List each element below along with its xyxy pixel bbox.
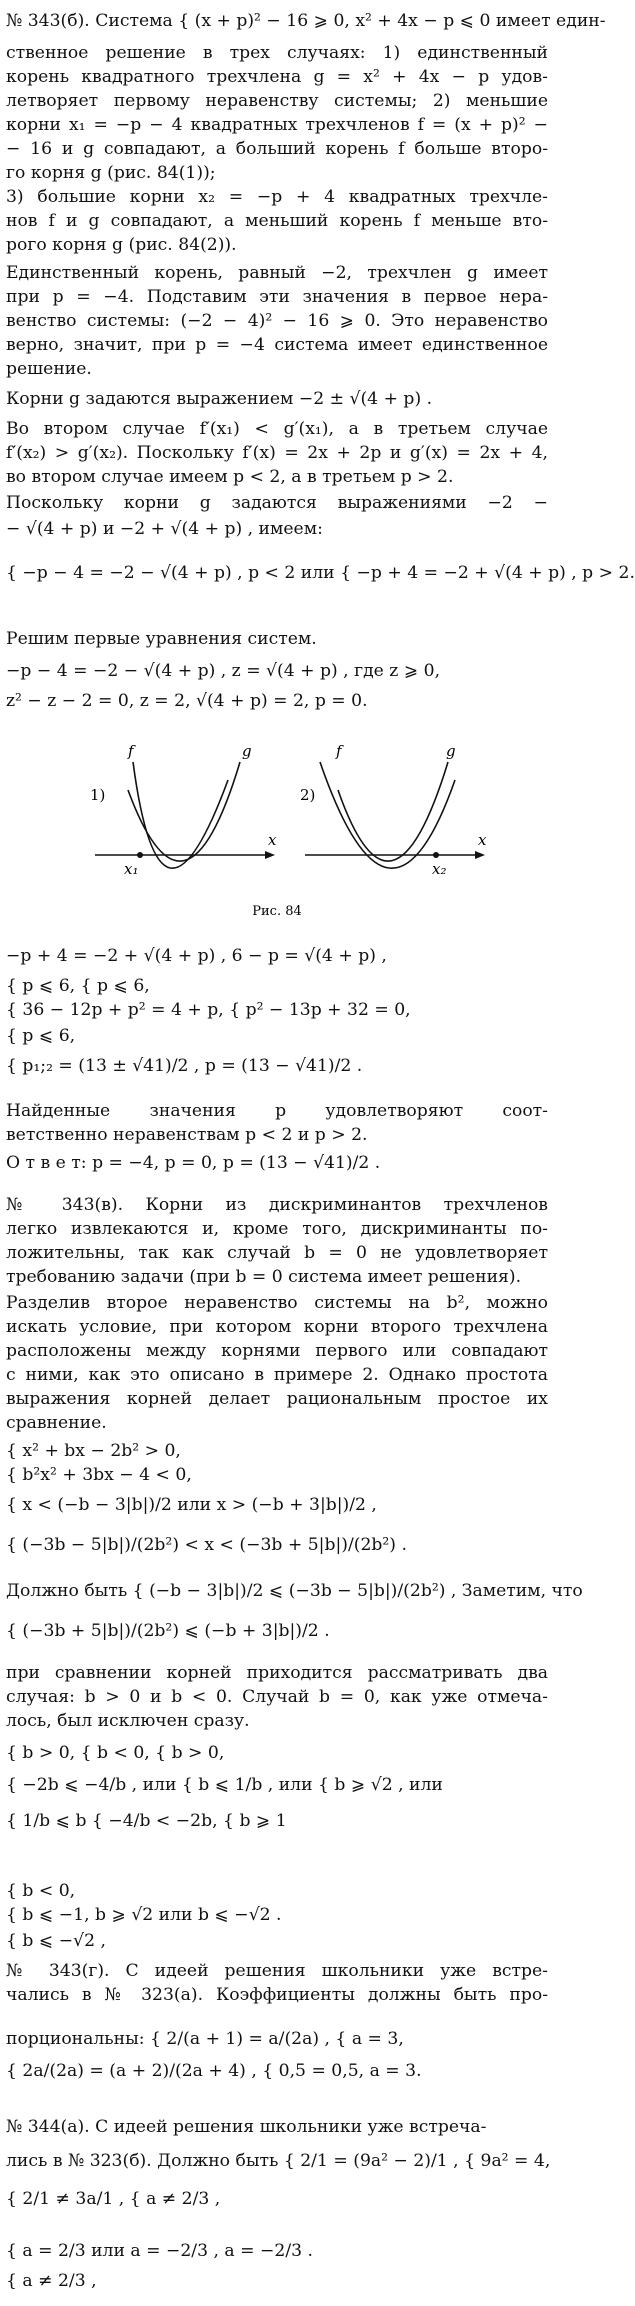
root-label-1: x₁: [124, 860, 139, 878]
text-line: Разделив второе неравенство системы на b², можно: [6, 1293, 548, 1313]
text-line: выражения корней делает рациональным простое их: [6, 1389, 548, 1409]
text-line: { 36 − 12p + p² = 4 + p, { p² − 13p + 32 = 0,: [6, 1000, 411, 1020]
text-line: № 344(а). С идеей решения школьники уже встреча-: [6, 2117, 487, 2137]
text-line: лись в № 323(б). Должно быть { 2/1 = (9a² − 2)/1 , { 9a² = 4,: [6, 2151, 551, 2171]
text-line: нов f и g совпадают, а меньший корень f меньше вто-: [6, 211, 548, 231]
text-line: { b < 0,: [6, 1881, 76, 1901]
text-line: О т в е т: p = −4, p = 0, p = (13 − √41)/2 .: [6, 1153, 381, 1173]
text-line: летворяет первому неравенству системы; 2) меньшие: [6, 91, 548, 111]
figure-caption: Рис. 84: [252, 904, 302, 919]
x-axis-label-2: x: [478, 831, 487, 849]
text-line: с ними, как это описано в примере 2. Однако простота: [6, 1365, 548, 1385]
text-line: 3) большие корни x₂ = −p + 4 квадратных трехчле-: [6, 187, 548, 207]
text-line: f′(x₂) > g′(x₂). Поскольку f′(x) = 2x + 2p и g′(x) = 2x + 4,: [6, 443, 548, 463]
curve-f-1: [133, 762, 228, 868]
text-line: искать условие, при котором корни второго трехчлена: [6, 1317, 548, 1337]
text-line: { x² + bx − 2b² > 0,: [6, 1441, 181, 1461]
text-line: { p₁;₂ = (13 ± √41)/2 , p = (13 − √41)/2 .: [6, 1056, 363, 1076]
curve-f-label-1: f: [128, 742, 134, 760]
text-line: − 16 и g совпадают, а больший корень f больше второ-: [6, 139, 548, 159]
text-line: лось, был исключен сразу.: [6, 1711, 250, 1731]
x-axis-label-1: x: [268, 831, 277, 849]
text-line: Решим первые уравнения систем.: [6, 629, 317, 649]
curve-g-label-2: g: [446, 742, 456, 760]
curve-f-label-2: f: [336, 742, 342, 760]
text-line: № 343(б). Система { (x + p)² − 16 ⩾ 0, x² + 4x − p ⩽ 0 имеет един-: [6, 11, 606, 31]
text-line: расположены между корнями первого или совпадают: [6, 1341, 548, 1361]
text-line: { b > 0, { b < 0, { b > 0,: [6, 1743, 225, 1763]
root-label-2: x₂: [432, 860, 447, 878]
text-line: { a = 2/3 или a = −2/3 , a = −2/3 .: [6, 2241, 313, 2261]
panel-1-label: 1): [90, 786, 106, 804]
x-axis-arrow-2: [475, 851, 485, 859]
x-axis-arrow-1: [265, 851, 275, 859]
text-line: случая: b > 0 и b < 0. Случай b = 0, как уже отмеча-: [6, 1687, 548, 1707]
text-line: при сравнении корней приходится рассматривать два: [6, 1663, 548, 1683]
text-line: { b ⩽ −√2 ,: [6, 1931, 106, 1951]
text-line: { −2b ⩽ −4/b , или { b ⩽ 1/b , или { b ⩾ √2 , или: [6, 1775, 443, 1795]
text-line: { (−3b − 5|b|)/(2b²) < x < (−3b + 5|b|)/(2b²) .: [6, 1535, 407, 1555]
curve-g-label-1: g: [242, 742, 252, 760]
figure-panel-1: [90, 742, 277, 878]
text-line: Найденные значения p удовлетворяют соот-: [6, 1101, 548, 1121]
text-line: { 2a/(2a) = (a + 2)/(2a + 4) , { 0,5 = 0,5, a = 3.: [6, 2061, 422, 2081]
panel-2-label: 2): [300, 786, 316, 804]
curve-g-1: [128, 762, 240, 861]
text-line: Во втором случае f′(x₁) < g′(x₁), а в третьем случае: [6, 419, 548, 439]
text-line: чались в № 323(а). Коэффициенты должны быть про-: [6, 1985, 548, 2005]
text-line: { 1/b ⩽ b { −4/b < −2b, { b ⩾ 1: [6, 1811, 287, 1831]
text-line: верно, значит, при p = −4 система имеет единственное: [6, 335, 548, 355]
text-line: легко извлекаются и, кроме того, дискриминанты по-: [6, 1219, 548, 1239]
text-line: −p + 4 = −2 + √(4 + p) , 6 − p = √(4 + p) ,: [6, 946, 387, 966]
text-line: { p ⩽ 6,: [6, 1026, 76, 1046]
text-line: Единственный корень, равный −2, трехчлен g имеет: [6, 263, 548, 283]
text-line: венство системы: (−2 − 4)² − 16 ⩾ 0. Это неравенство: [6, 311, 548, 331]
text-line: { (−3b + 5|b|)/(2b²) ⩽ (−b + 3|b|)/2 .: [6, 1621, 330, 1641]
text-line: − √(4 + p) и −2 + √(4 + p) , имеем:: [6, 519, 323, 539]
text-line: { −p − 4 = −2 − √(4 + p) , p < 2 или { −p + 4 = −2 + √(4 + p) , p > 2.: [6, 563, 635, 583]
text-line: { b ⩽ −1, b ⩾ √2 или b ⩽ −√2 .: [6, 1905, 282, 1925]
text-line: { p ⩽ 6, { p ⩽ 6,: [6, 976, 150, 996]
text-line: Должно быть { (−b − 3|b|)/2 ⩽ (−3b − 5|b|)/(2b²) , Заметим, что: [6, 1581, 583, 1601]
text-line: { x < (−b − 3|b|)/2 или x > (−b + 3|b|)/2 ,: [6, 1495, 377, 1515]
text-line: № 343(г). С идеей решения школьники уже встре-: [6, 1961, 548, 1981]
text-line: корень квадратного трехчлена g = x² + 4x − p удов-: [6, 67, 548, 87]
text-line: { b²x² + 3bx − 4 < 0,: [6, 1465, 192, 1485]
text-line: рого корня g (рис. 84(2)).: [6, 235, 237, 255]
text-line: ственное решение в трех случаях: 1) единственный: [6, 43, 548, 63]
text-line: порциональны: { 2/(a + 1) = a/(2a) , { a = 3,: [6, 2029, 404, 2049]
root-point-2: [433, 852, 439, 858]
text-line: ветственно неравенствам p < 2 и p > 2.: [6, 1125, 368, 1145]
text-line: № 343(в). Корни из дискриминантов трехчленов: [6, 1195, 548, 1215]
text-line: го корня g (рис. 84(1));: [6, 163, 216, 183]
text-line: −p − 4 = −2 − √(4 + p) , z = √(4 + p) , где z ⩾ 0,: [6, 661, 441, 681]
text-line: при p = −4. Подставим эти значения в первое нера-: [6, 287, 548, 307]
text-line: Корни g задаются выражением −2 ± √(4 + p) .: [6, 389, 433, 409]
text-line: требованию задачи (при b = 0 система имеет решения).: [6, 1267, 522, 1287]
text-line: Поскольку корни g задаются выражениями −2 −: [6, 493, 548, 513]
text-line: сравнение.: [6, 1413, 107, 1433]
text-line: корни x₁ = −p − 4 квадратных трехчленов f = (x + p)² −: [6, 115, 548, 135]
text-line: { 2/1 ≠ 3a/1 , { a ≠ 2/3 ,: [6, 2189, 221, 2209]
root-point-1: [137, 852, 143, 858]
curve-g-2: [338, 762, 448, 861]
figure-panel-2: [300, 742, 487, 878]
text-line: { a ≠ 2/3 ,: [6, 2271, 97, 2291]
text-line: решение.: [6, 359, 92, 379]
text-line: ложительны, так как случай b = 0 не удовлетворяет: [6, 1243, 548, 1263]
figure-84: [0, 720, 554, 935]
text-line: во втором случае имеем p < 2, а в третьем p > 2.: [6, 467, 454, 487]
text-line: z² − z − 2 = 0, z = 2, √(4 + p) = 2, p = 0.: [6, 691, 368, 711]
